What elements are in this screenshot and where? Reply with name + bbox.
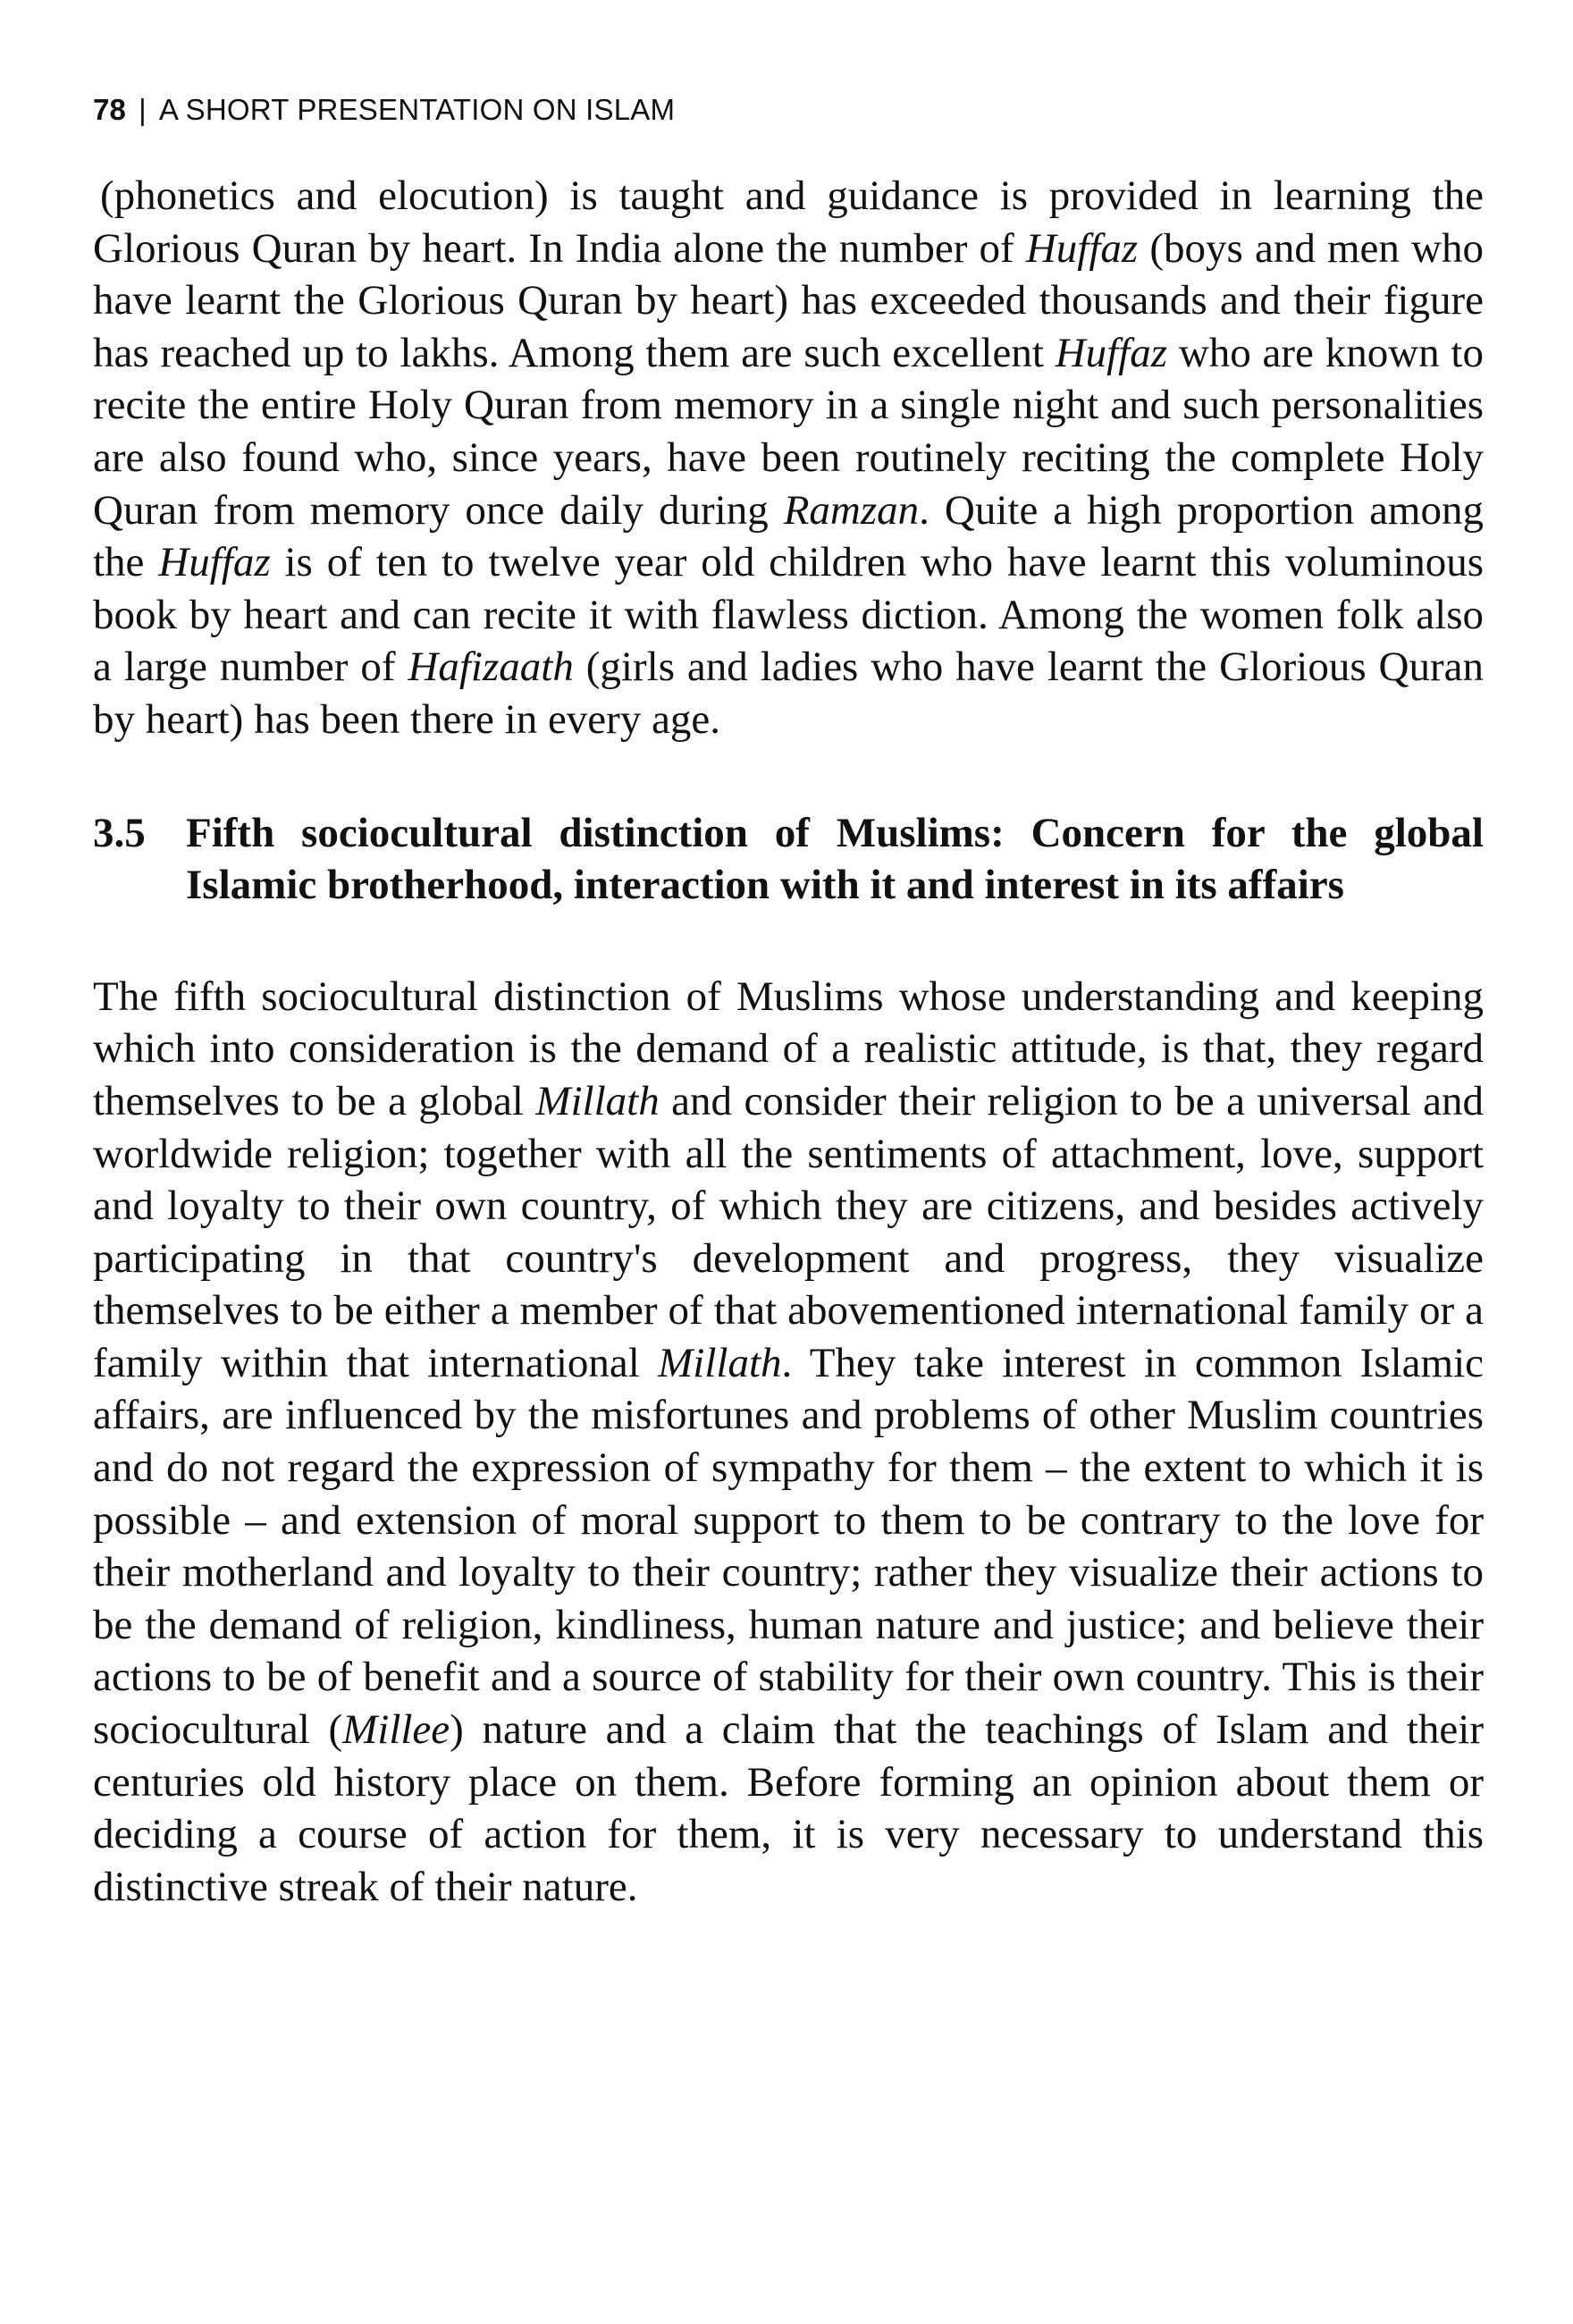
italic-term-hafizaath: Hafizaath (408, 644, 574, 691)
text-run: is of ten to twelve year old children who have learnt this voluminous book by heart and can recite it with flawless diction. Among the women folk also a large number of (93, 539, 1484, 691)
section-title: Fifth sociocultural distinction of Muslims: Concern for the global Islamic brotherhood, interaction with it and interest in its affairs (186, 809, 1484, 909)
italic-term-huffaz: Huffaz (1055, 329, 1168, 376)
paragraph-huffaz (93, 170, 1484, 746)
text-run: . They take interest in common Islamic affairs, are influenced by the misfortunes and problems of other Muslim countries and do not regard the expression of sympathy for them – the extent to which it is possible – and extension of moral support to them to be contrary to the love for their motherland and loyalty to their country; rather they visualize their actions to be the demand of religion, kindliness, human nature and justice; and believe their actions to be of benefit and a source of stability for their own country. This is their sociocultural ( (93, 1339, 1484, 1754)
page-number: 78 (93, 93, 127, 126)
page-content (93, 170, 1484, 1913)
text-run: The fifth sociocultural distinction of Muslims whose understanding and keeping which into consideration is the demand of a realistic attitude, is that, they regard themselves to be a global (93, 973, 1484, 1124)
text-run: ) nature and a claim that the teachings of Islam and their centuries old history place on them. Before forming an opinion about them or deciding a course of action for them, it is very necessary to understand this distinctive streak of their nature. (93, 1706, 1484, 1910)
text-run: and consider their religion to be a universal and worldwide religion; together with all the sentiments of attachment, love, support and loyalty to their own country, of which they are citizens, and besides actively participating in that country's development and progress, they visualize themselves to be either a member of that abovementioned international family or a family within that international (93, 1077, 1484, 1386)
paragraph-global-millath (93, 971, 1484, 1914)
italic-term-huffaz: Huffaz (158, 539, 271, 586)
section-heading (93, 807, 1484, 912)
text-run: (phonetics and elocution) is taught and guidance is provided in learning the Glorious Quran by heart. In India alone the number of (93, 173, 1484, 272)
italic-term-millath: Millath (535, 1077, 660, 1124)
text-run: . Quite a high proportion among the (93, 486, 1484, 586)
text-run: (boys and men who have learnt the Glorious Quran by heart) has exceeded thousands and their figure has reached up to lakhs. Among them are such excellent (93, 224, 1484, 376)
italic-term-millath: Millath (658, 1339, 782, 1386)
running-header (93, 93, 675, 127)
header-separator: | (139, 93, 147, 126)
italic-term-huffaz: Huffaz (1025, 224, 1139, 272)
section-number: 3.5 (93, 809, 146, 856)
book-title: A SHORT PRESENTATION ON ISLAM (158, 93, 676, 126)
italic-term-millee: Millee (342, 1706, 450, 1754)
italic-term-ramzan: Ramzan (783, 486, 920, 534)
text-run: (girls and ladies who have learnt the Glorious Quran by heart) has been there in every age. (93, 644, 1484, 743)
text-run: who are known to recite the entire Holy Quran from memory in a single night and such personalities are also found who, since years, have been routinely reciting the complete Holy Quran from memory once daily during (93, 329, 1484, 534)
